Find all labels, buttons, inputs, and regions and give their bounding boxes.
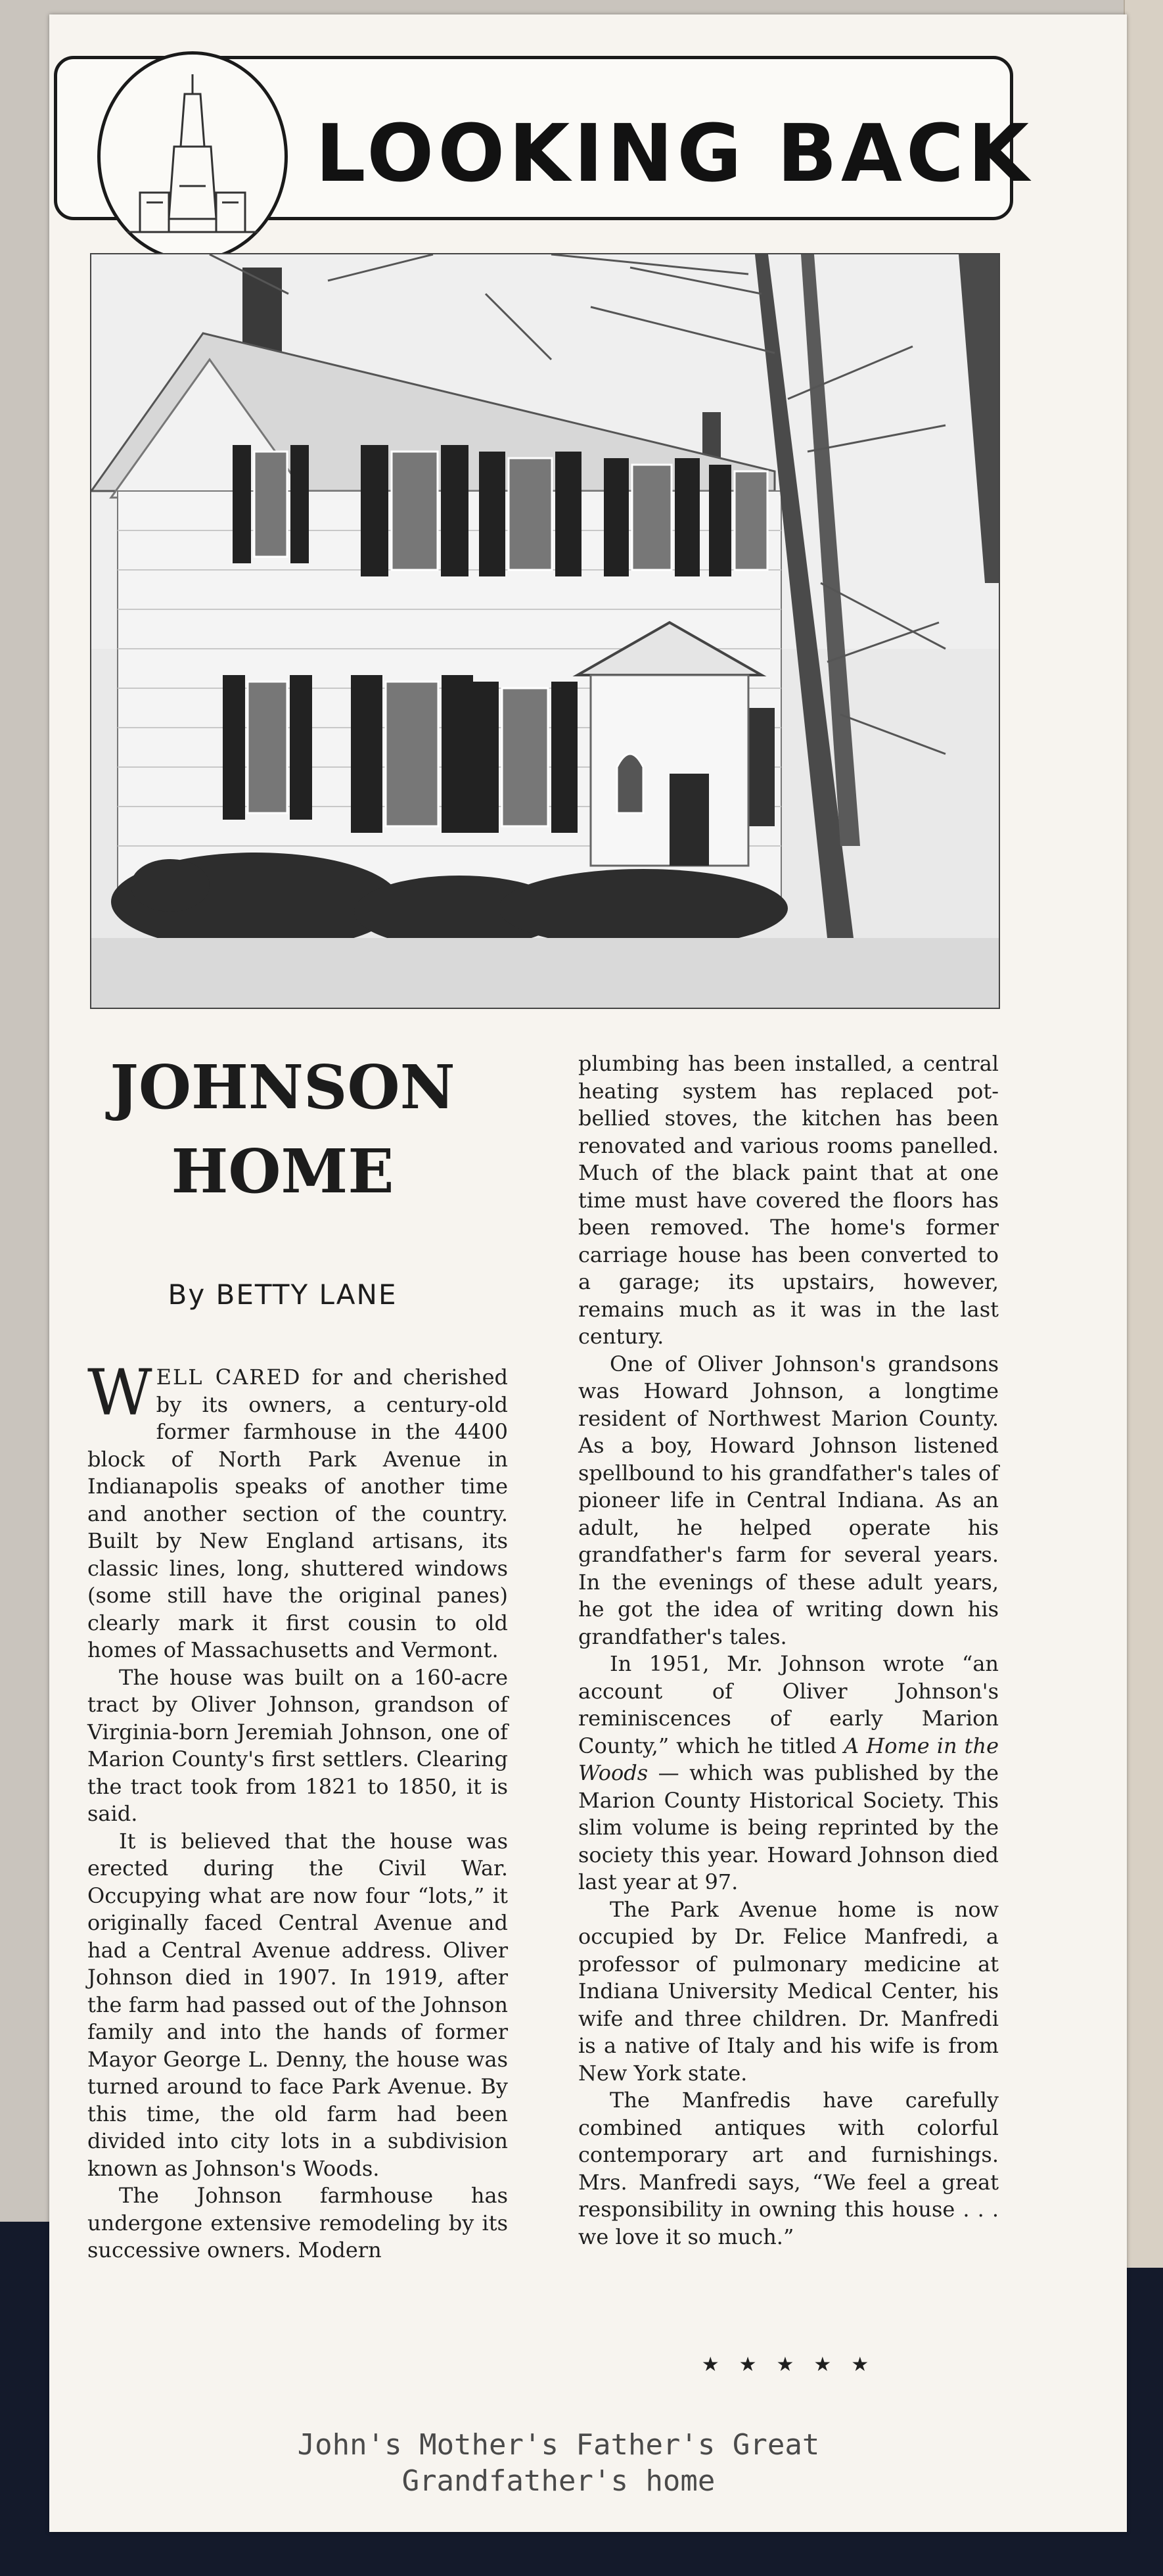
article-headline xyxy=(92,1045,473,1213)
paragraph-1-text: for and cherished by its owners, a century-old former farmhouse in the 4400 block of North Park Avenue in Indianapolis speaks of another time and another section of the country. Built by New England artisans, its classic lines, long, shuttered windows (some still have the original panes) clearly mark it first cousin to old homes of Massachusetts and Vermont. xyxy=(87,1365,509,1662)
book-title: A Home in the Woods xyxy=(578,1733,999,1785)
typed-annotation-line-1: John's Mother's Father's Great xyxy=(297,2428,820,2462)
paragraph-4-continued: plumbing has been installed, a central heating system has replaced pot-bellied stoves, the kitchen has been renovated and various rooms panelled. Much of the black paint that at one time must have covered the floors has been removed. The home's former carriage house has been converted to a garage; its upstairs, however, remains much as it was in the last century. xyxy=(578,1051,999,1349)
drop-cap: W xyxy=(87,1356,152,1430)
monument-icon xyxy=(101,55,285,258)
headline-line-2: HOME xyxy=(171,1136,394,1207)
house-photo xyxy=(90,253,1000,1009)
paragraph-6-text-a: In 1951, Mr. Johnson wrote “an account of Oliver Johnson's reminiscences of early Marion County,” which he titled xyxy=(578,1651,999,1758)
article-column-left xyxy=(87,1356,509,2264)
banner-medallion xyxy=(97,51,288,262)
headline-line-1: JOHNSON xyxy=(110,1052,455,1123)
typed-annotation xyxy=(184,2427,933,2499)
byline: By BETTY LANE xyxy=(168,1278,398,1311)
banner-title: LOOKING BACK xyxy=(315,108,1033,200)
end-mark: ★★★★★ xyxy=(701,2353,889,2376)
article-column-right xyxy=(578,1050,999,2251)
lead-in: ELL CARED xyxy=(156,1365,302,1390)
typed-annotation-line-2: Grandfather's home xyxy=(401,2464,716,2498)
paragraph-7: The Park Avenue home is now occupied by Dr. Felice Manfredi, a professor of pulmonary medicine at Indiana University Medical Center, his wife and three children. Dr. Manfredi is a native of Italy and his wife is from New York state. xyxy=(578,1896,999,2086)
paragraph-2: The house was built on a 160-acre tract by Oliver Johnson, grandson of Virginia-born Jeremiah Johnson, one of Marion County's first settlers. Clearing the tract took from 1821 to 1850, it is said. xyxy=(87,1664,508,1826)
paragraph-6 xyxy=(578,1651,999,1896)
paragraph-1 xyxy=(87,1356,509,1664)
house-photo-icon xyxy=(91,254,999,1008)
backing-board xyxy=(1124,0,1163,2268)
paragraph-8: The Manfredis have carefully combined antiques with colorful contemporary art and furnishings. Mrs. Manfredi says, “We feel a great responsibility in owning this house . . . we love it so much.” xyxy=(578,2088,999,2249)
paragraph-3: It is believed that the house was erected during the Civil War. Occupying what are now four “lots,” it originally faced Central Avenue and had a Central Avenue address. Oliver Johnson died in 1907. In 1919, after the farm had passed out of the Johnson family and into the hands of former Mayor George L. Denny, the house was turned around to face Park Avenue. By this time, the old farm had been divided into city lots in a subdivision known as Johnson's Woods. xyxy=(87,1828,508,2181)
paragraph-6-text-b: — which was published by the Marion County Historical Society. This slim volume is being reprinted by the society this year. Howard Johnson died last year at 97. xyxy=(578,1760,999,1894)
paragraph-4-start: The Johnson farmhouse has undergone extensive remodeling by its successive owners. Modern xyxy=(87,2183,508,2262)
paragraph-5: One of Oliver Johnson's grandsons was Howard Johnson, a longtime resident of Northwest Marion County. As a boy, Howard Johnson listened spellbound to his grandfather's tales of pioneer life in Central Indiana. As an adult, he helped operate his grandfather's farm for several years. In the evenings of these adult years, he got the idea of writing down his grandfather's tales. xyxy=(578,1351,999,1649)
